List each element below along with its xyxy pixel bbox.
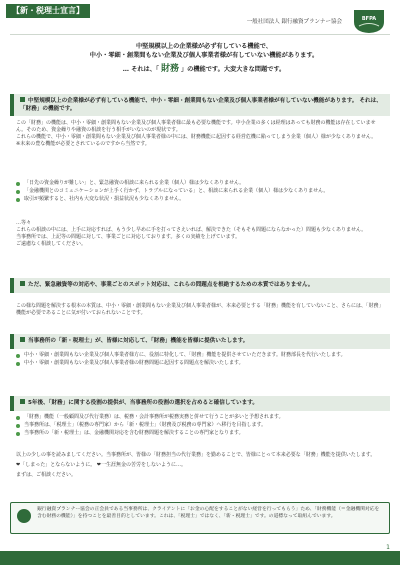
section-1-paragraph: この「財務」の機能は、中小・零細・創業間もない企業及び個人事業者様に最も必要な機能です。中小企業の多くは経理はあっても財務の機能は存在していません。そのため、資金繰りや融資の相談を行う相手がいないのが現状です。 xyxy=(16,120,376,133)
intro-suffix: 」の機能です。大変大きな問題です。 xyxy=(181,66,286,73)
square-icon xyxy=(20,97,25,102)
intro-line-3 xyxy=(34,64,374,75)
header-tag: 【新・税理士宣言】 xyxy=(6,4,90,18)
section-3-title: 当事務所の「新・税理士」が、皆様に対応して、「財務」機能を皆様に提供いたします。 xyxy=(10,334,390,349)
list-item: 「財務」機能（一般顧問及び代行業務）は、税務・会計事務所が税務実務と併せて行うことが多いと予想されます。 xyxy=(16,414,384,421)
list-item: 「日先の資金繰りが難しい」と、緊急融資の相談に来られる企業（個人）様は少なくありません。 xyxy=(16,180,384,187)
section-1-paragraph: これらの機能で、中小・零細・創業間もない企業及び個人事業者様の中には、財務機能に起因する経営危機に陥ってしまう企業（個人）様が少なくありません。 xyxy=(16,134,377,140)
tail-line: 以上の少しの事を読みましてください。当事務所が、皆様の「財務担当の代行業務」を勤めることで、皆様にとって本来必要な「財務」機能を提供いたします。 xyxy=(16,452,376,458)
tail-line: これらの相談の中には、上手に対応すれば、もう少し早めに手を打ってさえいれば、解決できた（そもそも問題にならなかった）問題も少なくありません。 xyxy=(16,227,367,233)
section-1-bullets xyxy=(16,180,384,204)
intro-prefix: … それは、「 xyxy=(122,66,159,73)
page-number: 1 xyxy=(386,544,390,551)
square-icon xyxy=(20,337,25,342)
tail-line: まずは、ご相談ください。 xyxy=(16,472,77,478)
list-item: 「金融機関とのコミュニケーションが上手く行かず、トラブルになっている」と、相談に来られる企業（個人）様は少なくありません。 xyxy=(16,188,384,195)
section-1-title: 中堅規模以上の企業様が必ず有している機能で、中小・零細・創業間もない企業及び個人事業者様が有していない機能があります。 それは、「財務」の機能です。 xyxy=(10,94,390,116)
section-4-bullets xyxy=(16,414,384,438)
footer-note-text: 銀行融資プランナー協会の正会員である当事務所は、クライアントに「お金の心配をすることがない経営を行ってもらう」ため、「財務機能（＝金融機関対応を含む財務の機能）」を持つことを最善目的としています。これは、「税理士」ではなく、「新・税理士」です。の道標なって取組んでいます。 xyxy=(37,507,380,519)
square-icon xyxy=(20,399,25,404)
section-4-tail xyxy=(16,452,384,479)
bfpa-logo-icon xyxy=(352,8,386,34)
intro-line-2: 中小・零細・創業間もない企業及び個人事業者様が有していない機能があります。 xyxy=(89,52,319,59)
list-item: 取引が頻繁すると、社内も大変な状況・損益状況も少なくありません。 xyxy=(16,196,384,203)
tail-line: ❤「しまった」とならないように。 ❤一生涯無金の苦労をしないように…。 xyxy=(16,462,186,468)
org-name: 一般社団法人 銀行融資プランナー協会 xyxy=(246,19,342,25)
footer-note xyxy=(10,502,390,534)
bottom-strip xyxy=(0,551,400,565)
section-2-title: ただ、緊急融資等の対応や、事業ごとのスポット対応は、これらの問題点を根絶するための本質ではありません。 xyxy=(10,278,390,293)
section-1-paragraph: ※未来の豊な機能が必要とされているのですから当然です。 xyxy=(16,141,150,147)
section-1-tail xyxy=(16,220,384,248)
member-badge-icon xyxy=(17,509,31,523)
section-2-paragraph: この様な問題を解決する根本の本質は、中小・零細・創業間もない企業及び個人事業者様が、本来必要とする「財務」機能を有していないこと、さらには、「財務」機能が必要であることに気が付いておられないことです。 xyxy=(16,303,384,316)
intro-keyword: 財務 xyxy=(160,64,179,74)
tail-line: 当事務所では、上記等の問題に対して、事業ごとに対応しております。多くの実績を上げています。 xyxy=(16,234,241,240)
tail-line: ご遠慮なく相談してください。 xyxy=(16,241,87,247)
logo-text: BFPA xyxy=(361,16,377,22)
square-icon xyxy=(20,281,25,286)
section-3-bullets xyxy=(16,352,384,368)
tail-line: …等々 xyxy=(16,220,32,226)
intro-line-1: 中堅規模以上の企業様が必ず有している機能で、 xyxy=(136,43,272,50)
list-item: 当事務所の「新・税理士」は、金融機関対応を含む財務問題を解決することの専門家となります。 xyxy=(16,430,384,437)
section-1-paragraphs xyxy=(16,120,384,148)
section-4-title: 5年後、「財務」に関する役割の提供が、当事務所の役割の選択を占めると確信しています。 xyxy=(10,396,390,411)
list-item: 中小・零細・創業間もない企業及び個人事業者様方に、役割に特化して、「財務」機能を提供させていただきます。財務部長を代行いたします。 xyxy=(16,352,384,359)
intro-block xyxy=(34,42,374,75)
list-item: 当事務所は、「税理士」（税務の専門家）から「新・税理士」（財務及び税務の専門家）へ移行を目指します。 xyxy=(16,422,384,429)
list-item: 中小・零細・創業間もない企業及び個人事業者様の財務問題に起因する問題点を解決いたします。 xyxy=(16,360,384,367)
top-rule xyxy=(10,34,390,35)
